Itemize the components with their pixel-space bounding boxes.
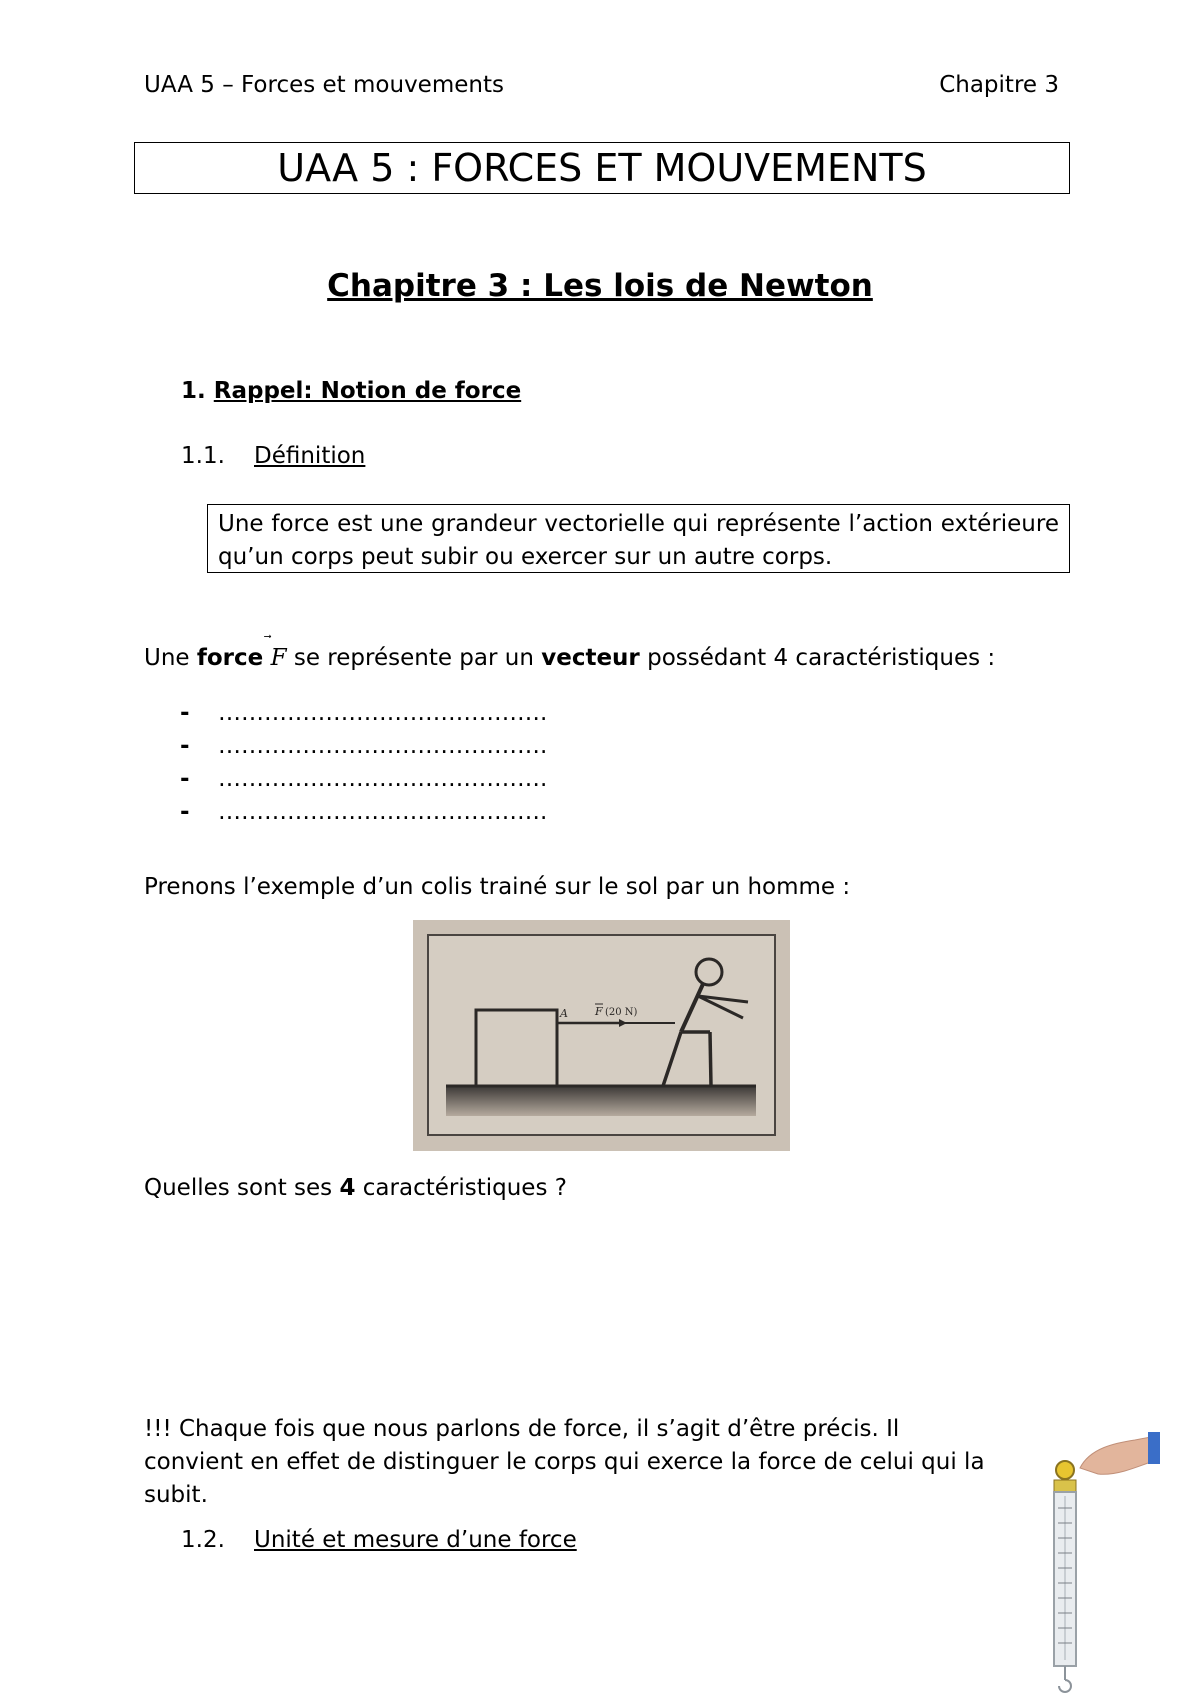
question-count: 4	[339, 1175, 356, 1201]
list-item: - …………………………………….	[180, 766, 548, 792]
blank-line: …………………………………….	[218, 700, 548, 726]
subsection-1-2-number: 1.2.	[181, 1527, 225, 1553]
ground	[446, 1086, 756, 1116]
dynamometer-image	[1040, 1428, 1160, 1696]
section-1-number: 1.	[181, 378, 206, 404]
list-item: - …………………………………….	[180, 733, 548, 759]
force-sentence-part3: possédant 4 caractéristiques :	[639, 645, 996, 671]
force-sentence	[144, 645, 995, 671]
page-title: UAA 5 : FORCES ET MOUVEMENTS	[134, 142, 1070, 194]
subsection-1-1-title: Définition	[254, 443, 366, 469]
force-value: (20 N)	[605, 1007, 638, 1018]
blank-line: …………………………………….	[218, 766, 548, 792]
force-sentence-part2: se représente par un	[286, 645, 542, 671]
question-part1: Quelles sont ses	[144, 1175, 340, 1201]
list-item: - …………………………………….	[180, 799, 548, 825]
subsection-1-1-heading	[181, 443, 365, 469]
point-label: A	[560, 1007, 568, 1020]
force-sentence-part1: Une	[144, 645, 197, 671]
sleeve	[1148, 1432, 1160, 1464]
question-part2: caractéristiques ?	[355, 1175, 567, 1201]
question	[144, 1175, 567, 1201]
definition-box: Une force est une grandeur vectorielle qui représente l’action extérieure qu’un corps peut subir ou exercer sur un autre corps.	[207, 504, 1070, 573]
header-left: UAA 5 – Forces et mouvements	[144, 72, 504, 98]
section-1-heading	[181, 378, 521, 404]
force-symbol-letter: F	[270, 645, 287, 671]
person-leg	[710, 1032, 711, 1086]
subsection-1-2-heading	[181, 1527, 577, 1553]
precision-note: !!! Chaque fois que nous parlons de force, il s’agit d’être précis. Il convient en effet de distinguer le corps qui exerce la force de celui qui la subit.	[144, 1416, 985, 1508]
blank-line: …………………………………….	[218, 733, 548, 759]
blank-line: …………………………………….	[218, 799, 548, 825]
list-item: - …………………………………….	[180, 700, 548, 726]
section-1-title: Rappel: Notion de force	[213, 378, 522, 404]
chapter-title: Chapitre 3 : Les lois de Newton	[327, 268, 873, 304]
force-label: F	[595, 1005, 603, 1018]
force-vector-symbol	[271, 645, 287, 671]
box-pulling-figure	[413, 920, 790, 1151]
force-word: force	[196, 645, 264, 671]
hand	[1080, 1436, 1156, 1474]
dynamometer-hook	[1059, 1680, 1071, 1692]
header-right: Chapitre 3	[939, 72, 1059, 98]
vector-word: vecteur	[541, 645, 640, 671]
example-sentence: Prenons l’exemple d’un colis trainé sur le sol par un homme :	[144, 874, 851, 900]
subsection-1-2-title: Unité et mesure d’une force	[254, 1527, 577, 1553]
dynamometer-ring	[1056, 1461, 1074, 1479]
figure-drawing	[413, 920, 790, 1151]
subsection-1-1-number: 1.1.	[181, 443, 225, 469]
